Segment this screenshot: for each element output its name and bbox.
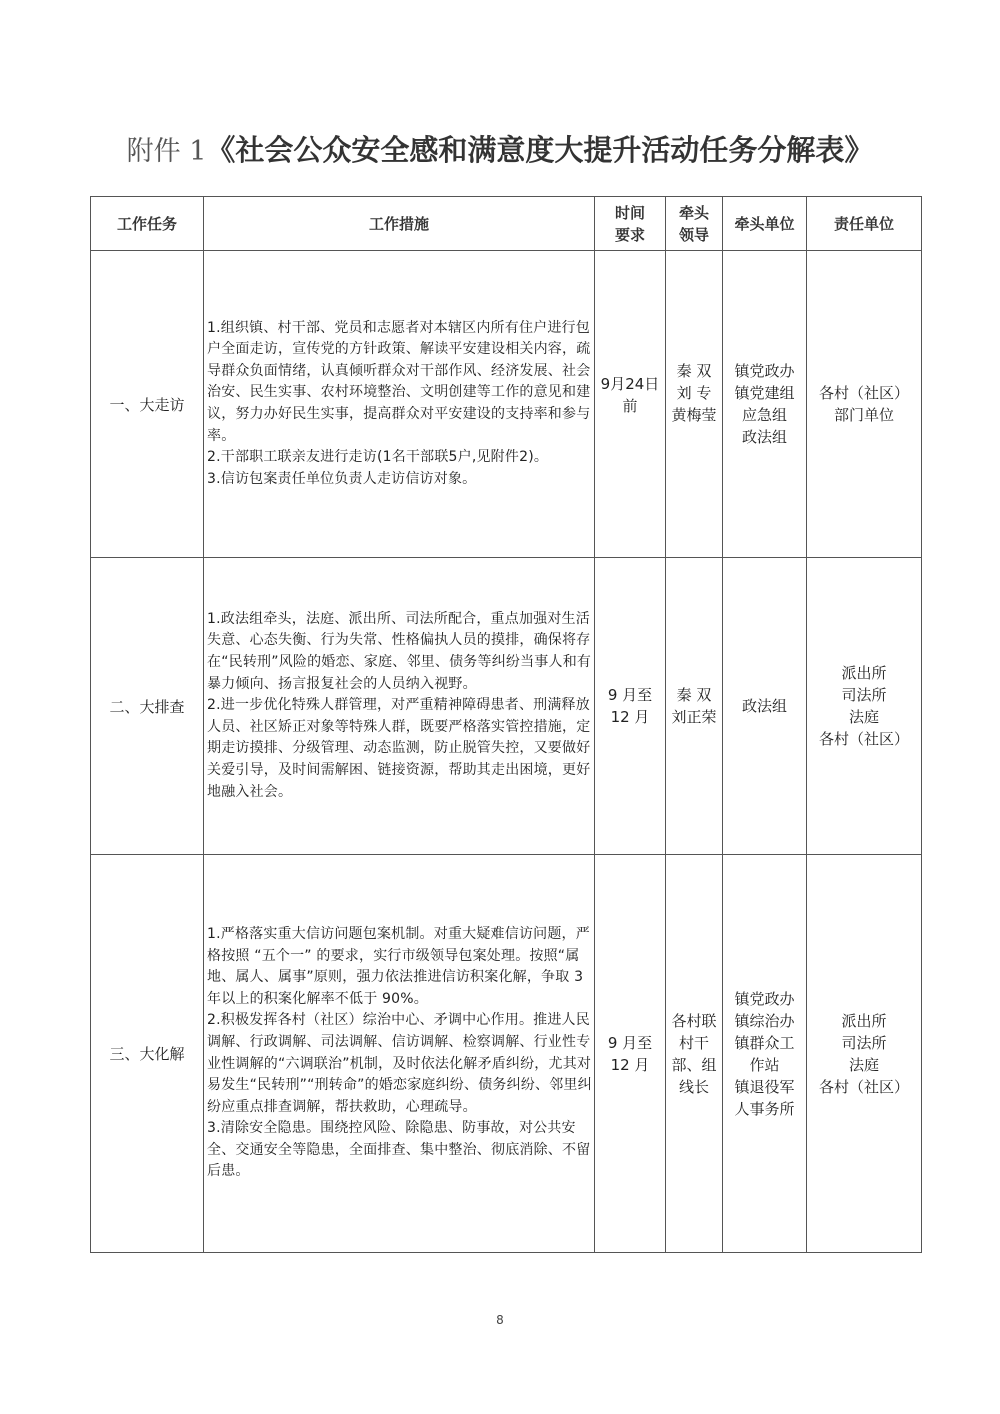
time-line: 12 月	[610, 1055, 650, 1074]
header-leader-line: 领导	[678, 225, 709, 244]
time-line: 9 月至	[607, 686, 653, 704]
leader-line: 刘正荣	[671, 708, 717, 726]
resp-unit-cell	[807, 855, 922, 1253]
task-cell: 三、大化解	[91, 855, 204, 1253]
measure-item: 3.信访包案责任单位负责人走访信访对象。	[207, 470, 477, 487]
lead-unit-line: 镇党政办	[734, 989, 795, 1008]
measures-cell	[204, 251, 595, 558]
lead-unit-cell	[723, 558, 807, 855]
lead-unit-cell	[723, 251, 807, 558]
header-resp-unit: 责任单位	[807, 197, 922, 251]
leader-cell	[666, 855, 723, 1253]
header-measures: 工作措施	[204, 197, 595, 251]
resp-unit-line: 司法所	[841, 1033, 887, 1052]
resp-unit-line: 派出所	[841, 1011, 887, 1030]
lead-unit-line: 镇群众工	[734, 1033, 795, 1052]
header-leader	[666, 197, 723, 251]
lead-unit-line: 镇综治办	[734, 1011, 795, 1030]
measure-item: 1.严格落实重大信访问题包案机制。对重大疑难信访问题，严格按照 “五个一” 的要求，实行市级领导包案处理。按照“属地、属人、属事”原则，强力依法推进信访积案化解，争取 3 年以上的积案化解率不低于 90%。	[207, 925, 590, 1007]
time-line: 9 月至	[607, 1033, 653, 1052]
leader-line: 部、组	[671, 1055, 717, 1074]
leader-line: 秦 双	[676, 362, 712, 380]
measure-item: 2.干部职工联亲友进行走访(1名干部联5户,见附件2)。	[207, 449, 549, 466]
lead-unit-line: 镇党政办	[734, 362, 795, 380]
leader-line: 刘 专	[676, 384, 712, 402]
table-header-row	[91, 197, 922, 251]
lead-unit-line: 镇党建组	[734, 384, 795, 402]
leader-line: 黄梅莹	[671, 406, 717, 424]
header-time	[595, 197, 666, 251]
measures-cell	[204, 558, 595, 855]
leader-line: 各村联	[671, 1011, 717, 1030]
leader-line: 线长	[678, 1077, 709, 1096]
resp-unit-line: 法庭	[848, 1055, 879, 1074]
table-row	[91, 558, 922, 855]
lead-unit-cell	[723, 855, 807, 1253]
measure-item: 2.积极发挥各村（社区）综治中心、矛调中心作用。推进人民调解、行政调解、司法调解、信访调解、检察调解、行业性专业性调解的“六调联治”机制，及时依法化解矛盾纠纷，尤其对易发生“民转刑”“刑转命”的婚恋家庭纠纷、债务纠纷、邻里纠纷应重点排查调解，帮扶救助，心理疏导。	[207, 1012, 592, 1115]
resp-unit-line: 部门单位	[833, 406, 894, 424]
time-cell	[595, 558, 666, 855]
measures-cell	[204, 855, 595, 1253]
leader-line: 秦 双	[676, 686, 712, 704]
resp-unit-cell	[807, 251, 922, 558]
header-time-line: 时间	[614, 203, 645, 222]
resp-unit-line: 各村（社区）	[818, 730, 909, 748]
lead-unit-line: 镇退役军	[734, 1077, 795, 1096]
leader-cell	[666, 558, 723, 855]
lead-unit-line: 政法组	[741, 697, 787, 715]
title-prefix: 附件 1	[126, 136, 207, 167]
resp-unit-line: 各村（社区）	[818, 384, 909, 402]
lead-unit-line: 人事务所	[734, 1099, 795, 1118]
table-row	[91, 855, 922, 1253]
resp-unit-line: 司法所	[841, 686, 887, 704]
document-title	[0, 128, 1000, 169]
measure-item: 1.组织镇、村干部、党员和志愿者对本辖区内所有住户进行包户全面走访，宣传党的方针政策、解读平安建设相关内容，疏导群众负面情绪，认真倾听群众对干部作风、经济发展、社会治安、民生实事、农村环境整治、文明创建等工作的意见和建议，努力办好民生实事，提高群众对平安建设的支持率和参与率。	[207, 319, 591, 444]
header-lead-unit: 牵头单位	[723, 197, 807, 251]
title-main: 《社会公众安全感和满意度大提升活动任务分解表》	[206, 133, 874, 167]
resp-unit-line: 派出所	[841, 664, 887, 682]
lead-unit-line: 应急组	[741, 406, 787, 424]
measure-item: 2.进一步优化特殊人群管理，对严重精神障碍患者、刑满释放人员、社区矫正对象等特殊人群，既要严格落实管控措施，定期走访摸排、分级管理、动态监测，防止脱管失控，又要做好关爱引导，及时间需解困、链接资源，帮助其走出困境，更好地融入社会。	[207, 697, 591, 800]
lead-unit-line: 作站	[749, 1055, 780, 1074]
measure-item: 1.政法组牵头，法庭、派出所、司法所配合，重点加强对生活失意、心态失衡、行为失常、性格偏执人员的摸排，确保将存在“民转刑”风险的婚恋、家庭、邻里、债务等纠纷当事人和有暴力倾向、扬言报复社会的人员纳入视野。	[207, 610, 592, 692]
measure-item: 3.清除安全隐患。围绕控风险、除隐患、防事故，对公共安全、交通安全等隐患，全面排查、集中整治、彻底消除、不留后患。	[207, 1120, 591, 1180]
time-line: 9月24日	[600, 375, 660, 393]
lead-unit-line: 政法组	[741, 428, 787, 446]
leader-cell	[666, 251, 723, 558]
resp-unit-line: 法庭	[848, 708, 879, 726]
task-cell: 二、大排查	[91, 558, 204, 855]
time-cell	[595, 251, 666, 558]
resp-unit-cell	[807, 558, 922, 855]
header-leader-line: 牵头	[678, 203, 709, 222]
header-time-line: 要求	[614, 225, 645, 244]
page-number: 8	[496, 1313, 504, 1327]
task-cell: 一、大走访	[91, 251, 204, 558]
time-cell	[595, 855, 666, 1253]
time-line: 前	[622, 397, 638, 415]
table-row	[91, 251, 922, 558]
time-line: 12 月	[610, 708, 650, 726]
task-table	[90, 196, 922, 1253]
resp-unit-line: 各村（社区）	[818, 1077, 909, 1096]
leader-line: 村干	[678, 1033, 709, 1052]
header-task: 工作任务	[91, 197, 204, 251]
